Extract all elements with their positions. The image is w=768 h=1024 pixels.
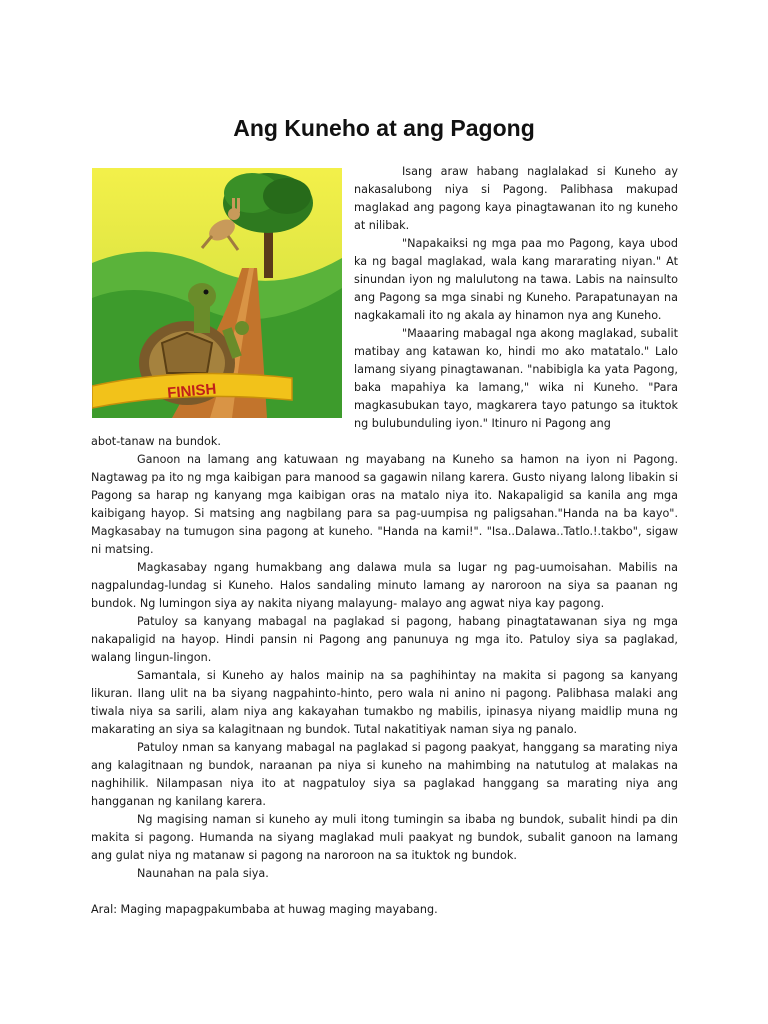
story-title: Ang Kuneho at ang Pagong (233, 115, 535, 141)
paragraph-8: Patuloy nman sa kanyang mabagal na paglakad si pagong paakyat, hanggang sa marating niya ang kalagitnaan ng bundok, naraanan pa niya si kuneho na mahimbing na natutulog at malakas na naghihilik. Nilampasan niya ito at nagpatuloy siya sa paglakad hanggang sa marating niya ang hangganan ng kanilang karera. (91, 741, 678, 808)
paragraph-4: Ganoon na lamang ang katuwaan ng mayabang na Kuneho sa hamon na iyon ni Pagong. Nagtawag pa ito ng mga kaibigan para manood sa gagawin nilang karera. Gusto niyang lalong libakin si Pagong sa harap ng kanyang mga kaibigan oras na matalo niya ito. Nakapaligid sa kanila ang mga kaibigang hayop. Si matsing ang nagbilang para sa pag-uumpisa ng paligsahan."Handa na ba kayo". Magkasabay na tumugon sina pagong at kuneho. "Handa na kami!". "Isa..Dalawa..Tatlo.!.takbo", sigaw ni matsing. (91, 453, 678, 556)
story-illustration (92, 168, 342, 418)
turtle-rabbit-race-image (92, 168, 342, 418)
blank-line (91, 883, 678, 901)
paragraph-2: "Napakaiksi ng mga paa mo Pagong, kaya ubod ka ng bagal maglakad, wala kang mararating niyan." At sinundan iyon ng malulutong na tawa. Labis na nainsulto ang Pagong sa mga sinabi ng Kuneho. Parapatunayan na nagkakamali ito ng akala ay hinamon nya ang Kuneho. (354, 237, 678, 322)
paragraph-9: Ng magising naman si kuneho ay muli itong tumingin sa ibaba ng bundok, subalit hindi pa din makita si pagong. Humanda na siyang maglakad muli paakyat ng bundok, subalit ganoon na lamang ang gulat niya ng matanaw si pagong na naroroon na sa ituktok ng bundok. (91, 813, 678, 862)
finish-banner-text: FINISH (166, 380, 218, 402)
paragraph-5: Magkasabay ngang humakbang ang dalawa mula sa lugar ng pag-uumoisahan. Mabilis na nagpalundag-lundag si Kuneho. Halos sandaling minuto lamang ay naroroon na siya sa paanan ng bundok. Ng lumingon siya ay nakita niyang malayung- malayo ang agwat niya kay pagong. (91, 561, 678, 610)
story-text-side-column (354, 163, 678, 433)
paragraph-6: Patuloy sa kanyang mabagal na paglakad si pagong, habang pinagtatawanan siya ng mga nakapaligid na hayop. Hindi pansin ni Pagong ang panunuya ng mga ito. Patuloy siya sa paglakad, walang lingun-lingon. (91, 615, 678, 664)
paragraph-7: Samantala, si Kuneho ay halos mainip na sa paghihintay na makita si pagong sa kanyang likuran. Ilang ulit na ba siyang nagpahinto-hinto, pero wala ni anino ni pagong. Palibhasa malaki ang tiwala niya sa sarili, alam niya ang kakayahan tumakbo ng mabilis, ipinasya niyang maidlip muna ng makarating an siya sa kalagitnaan ng bundok. Tutal nakatitiyak naman siya ng panalo. (91, 669, 678, 736)
story-text-main-column (91, 433, 678, 919)
moral-lesson: Aral: Maging mapagpakumbaba at huwag maging mayabang. (91, 903, 438, 916)
paragraph-1: Isang araw habang naglalakad si Kuneho ay nakasalubong niya si Pagong. Palibhasa makupad maglakad ang pagong kaya pinagtawanan ito ng kuneho at nilibak. (354, 165, 678, 232)
paragraph-3-continuation: abot-tanaw na bundok. (91, 435, 221, 448)
paragraph-3: "Maaaring mabagal nga akong maglakad, subalit matibay ang katawan ko, hindi mo ako matatalo." Lalo lamang siyang pinagtawanan. "nabibigla ka yata Pagong, baka mapahiya ka lamang," wika ni Kuneho. "Para magkasubukan tayo, magkarera tayo patungo sa ituktok ng bulubunduling iyon." Itinuro ni Pagong ang (354, 327, 678, 430)
paragraph-10: Naunahan na pala siya. (137, 867, 269, 880)
